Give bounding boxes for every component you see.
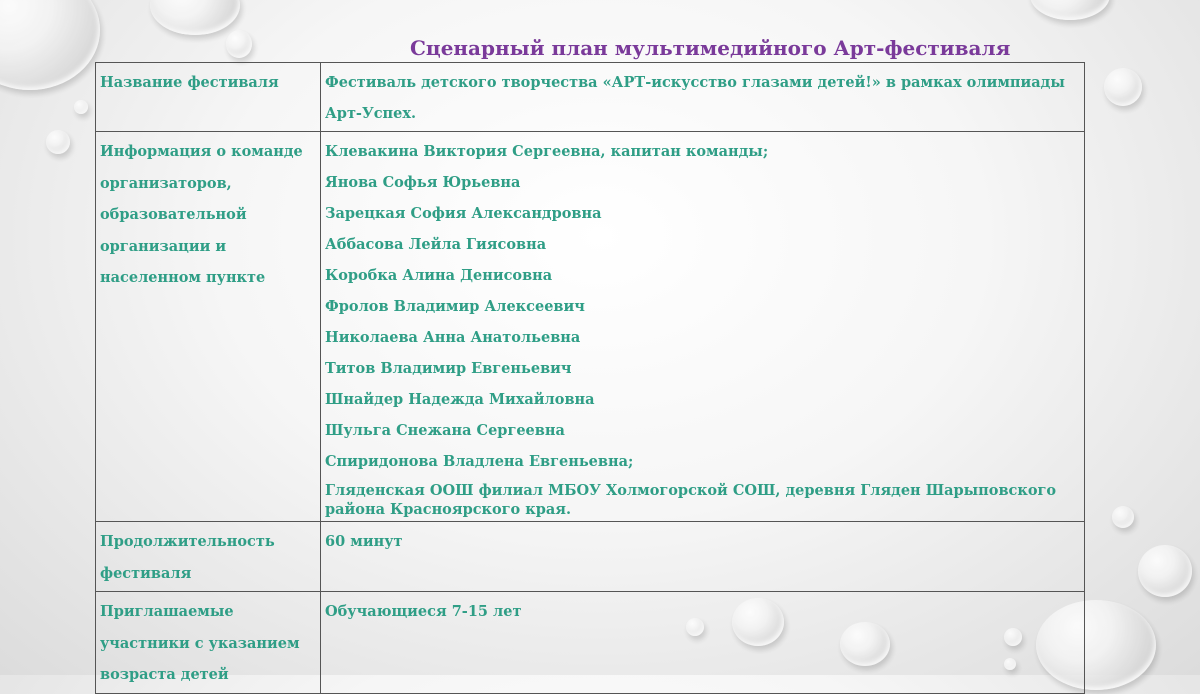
- row-value: Обучающиеся 7-15 лет: [321, 592, 1085, 694]
- row-value: 60 минут: [321, 522, 1085, 592]
- row-label: Продолжительность фестиваля: [96, 522, 321, 592]
- team-member: Шульга Снежана Сергеевна: [325, 422, 565, 439]
- team-members-cell: [321, 132, 1085, 522]
- table-row: [96, 522, 1085, 592]
- team-member: Шнайдер Надежда Михайловна: [325, 391, 595, 408]
- team-member: Титов Владимир Евгеньевич: [325, 360, 572, 377]
- water-drop-decoration: [1030, 0, 1110, 20]
- team-member: Спиридонова Владлена Евгеньевна;: [325, 453, 634, 470]
- row-label: Информация о команде организаторов, образовательной организации и населенном пункте: [96, 132, 321, 522]
- team-member: Аббасова Лейла Гиясовна: [325, 236, 547, 253]
- team-member: Клевакина Виктория Сергеевна, капитан команды;: [325, 143, 769, 160]
- table-row: [96, 63, 1085, 132]
- row-label: Название фестиваля: [96, 63, 321, 132]
- team-member: Фролов Владимир Алексеевич: [325, 298, 585, 315]
- water-drop-decoration: [1104, 68, 1142, 106]
- team-member: Янова Софья Юрьевна: [325, 174, 521, 191]
- team-member: Зарецкая София Александровна: [325, 205, 602, 222]
- festival-plan-table: [95, 62, 1085, 694]
- water-drop-decoration: [1112, 506, 1134, 528]
- school-info: Гляденская ООШ филиал МБОУ Холмогорской СОШ, деревня Гляден Шарыповского района Красноярского края.: [325, 482, 1057, 518]
- page-title: Сценарный план мультимедийного Арт-фестиваля: [410, 36, 1011, 60]
- water-drop-decoration: [74, 100, 88, 114]
- water-drop-decoration: [226, 30, 252, 58]
- row-value: Фестиваль детского творчества «АРТ-искусство глазами детей!» в рамках олимпиады Арт-Успех.: [321, 63, 1085, 132]
- row-label: Приглашаемые участники с указанием возраста детей: [96, 592, 321, 694]
- team-member: Коробка Алина Денисовна: [325, 267, 553, 284]
- water-drop-decoration: [150, 0, 240, 35]
- team-member: Николаева Анна Анатольевна: [325, 329, 581, 346]
- water-drop-decoration: [1138, 545, 1192, 597]
- table-row: [96, 592, 1085, 694]
- table-row: [96, 132, 1085, 522]
- water-drop-decoration: [46, 130, 70, 154]
- water-drop-decoration: [0, 0, 100, 90]
